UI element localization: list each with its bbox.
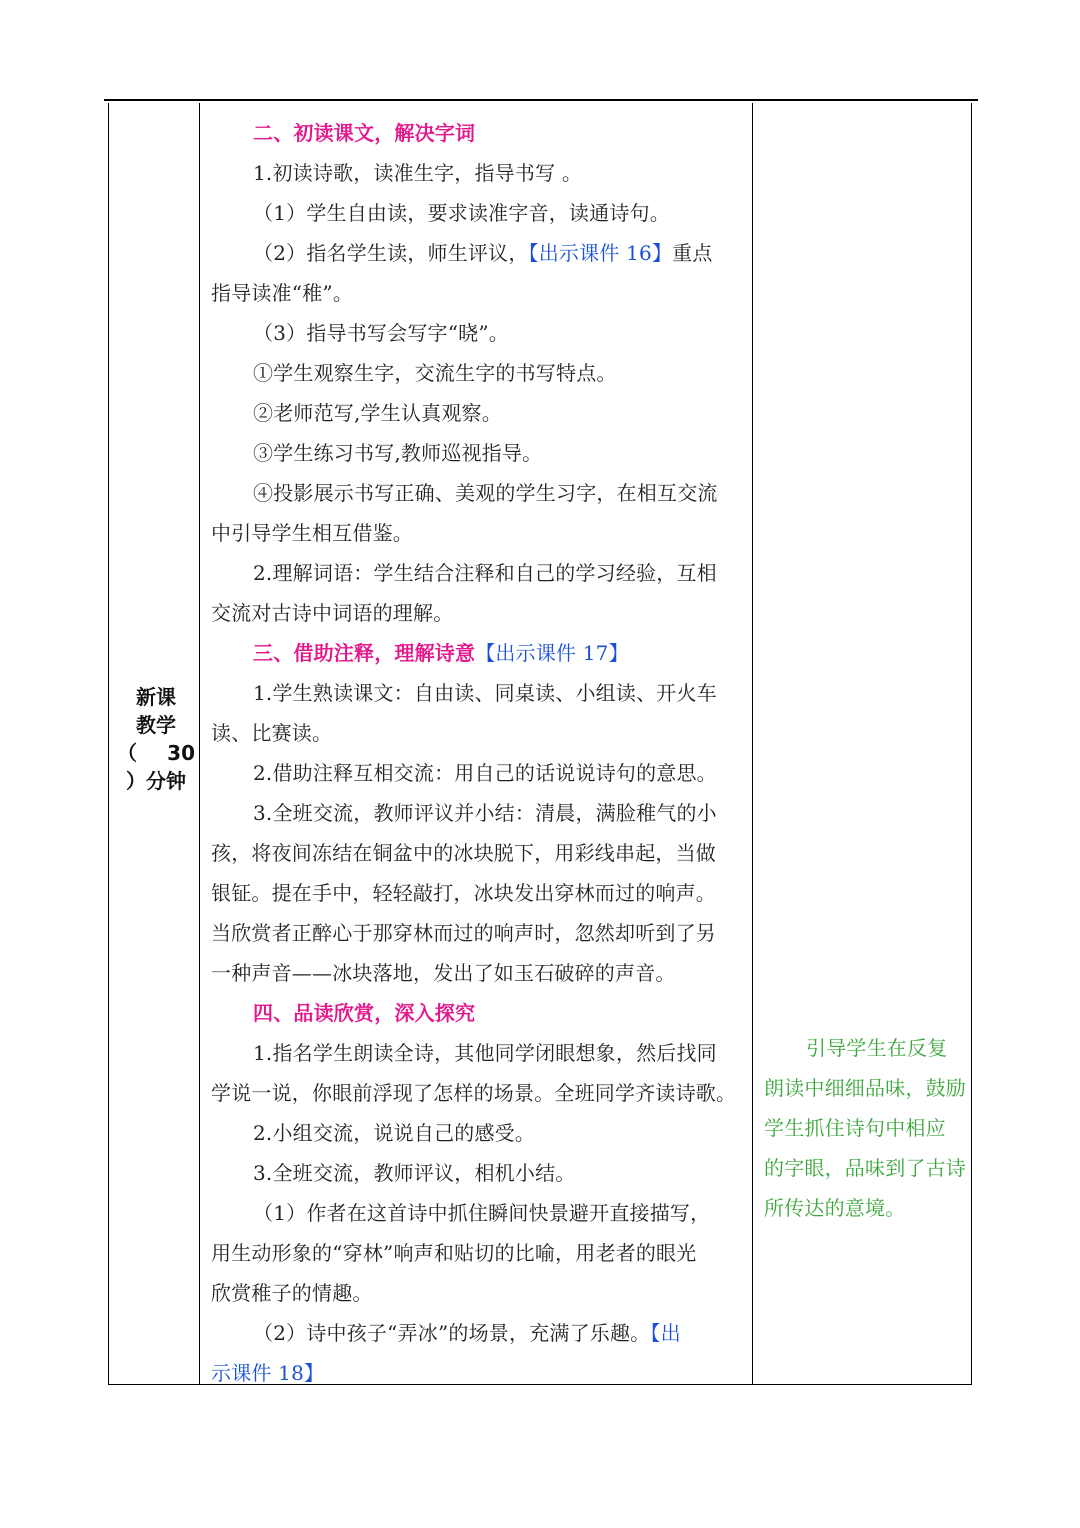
paragraph: 中引导学生相互借鉴。	[211, 521, 413, 545]
paragraph: 2.借助注释互相交流：用自己的话说说诗句的意思。	[253, 761, 717, 785]
paragraph: 一种声音——冰块落地，发出了如玉石破碎的声音。	[211, 961, 676, 985]
paragraph: 指导读准“稚”。	[211, 281, 354, 305]
section-label-line: 新课	[136, 685, 176, 709]
note-line: 所传达的意境。	[764, 1196, 906, 1220]
lesson-table	[108, 103, 972, 1385]
note-line: 的字眼，品味到了古诗	[764, 1156, 966, 1180]
paragraph: 孩，将夜间冻结在铜盆中的冰块脱下，用彩线串起，当做	[211, 841, 716, 865]
heading-step-3	[211, 633, 751, 673]
paragraph: 读、比赛读。	[211, 721, 333, 745]
heading-step-2: 二、初读课文，解决字词	[253, 121, 476, 145]
note-line: 学生抓住诗句中相应	[764, 1116, 946, 1140]
section-label-line: ）分钟	[126, 769, 186, 793]
paragraph: 欣赏稚子的情趣。	[211, 1281, 373, 1305]
paragraph: 1.指名学生朗读全诗，其他同学闭眼想象，然后找同	[253, 1041, 717, 1065]
text: （2）诗中孩子“弄冰”的场景，充满了乐趣。	[253, 1321, 651, 1345]
paragraph: 1.学生熟读课文：自由读、同桌读、小组读、开火车	[253, 681, 717, 705]
paragraph	[211, 233, 751, 273]
paragraph: 当欣赏者正醉心于那穿林而过的响声时，忽然却听到了另	[211, 921, 716, 945]
note-line: 朗读中细细品味，鼓励	[764, 1076, 966, 1100]
paragraph: （1）作者在这首诗中抓住瞬间快景避开直接描写，	[253, 1201, 711, 1225]
paragraph: ③学生练习书写,教师巡视指导。	[253, 441, 543, 465]
heading-step-4: 四、品读欣赏，深入探究	[253, 1001, 476, 1025]
notes-cell	[764, 1028, 974, 1228]
section-label-line: （ 30	[117, 741, 195, 765]
note-line: 引导学生在反复	[806, 1036, 948, 1060]
paragraph: 银钲。提在手中，轻轻敲打，冰块发出穿林而过的响声。	[211, 881, 716, 905]
courseware-ref: 【出	[650, 1321, 681, 1345]
content-cell	[211, 113, 751, 1393]
column-divider	[752, 103, 753, 1384]
paragraph: 交流对古诗中词语的理解。	[211, 601, 454, 625]
section-cell	[109, 103, 199, 1384]
paragraph: ④投影展示书写正确、美观的学生习字，在相互交流	[253, 481, 718, 505]
paragraph: 学说一说，你眼前浮现了怎样的场景。全班同学齐读诗歌。	[211, 1081, 737, 1105]
text: （2）指名学生读，师生评议，	[253, 241, 529, 265]
paragraph: （1）学生自由读，要求读准字音，读通诗句。	[253, 201, 670, 225]
section-label	[117, 683, 195, 795]
paragraph: 用生动形象的“穿林”响声和贴切的比喻，用老者的眼光	[211, 1241, 697, 1265]
paragraph: ②老师范写,学生认真观察。	[253, 401, 502, 425]
paragraph: 1.初读诗歌，读准生字，指导书写 。	[253, 161, 583, 185]
paragraph: 2.理解词语：学生结合注释和自己的学习经验，互相	[253, 561, 717, 585]
paragraph: 3.全班交流，教师评议，相机小结。	[253, 1161, 576, 1185]
text: 重点	[672, 241, 713, 265]
heading-text: 三、借助注释，理解诗意	[253, 641, 476, 665]
courseware-ref: 【出示课件 17】	[475, 641, 629, 665]
paragraph: 3.全班交流，教师评议并小结：清晨，满脸稚气的小	[253, 801, 717, 825]
paragraph: （3）指导书写会写字“晓”。	[253, 321, 509, 345]
column-divider	[199, 103, 200, 1384]
paragraph	[211, 1313, 751, 1353]
paragraph: 2.小组交流，说说自己的感受。	[253, 1121, 536, 1145]
section-label-line: 教学	[136, 713, 176, 737]
header-rule	[104, 99, 978, 101]
paragraph: ①学生观察生字，交流生字的书写特点。	[253, 361, 617, 385]
courseware-ref: 【出示课件 16】	[528, 241, 673, 265]
courseware-ref: 示课件 18】	[211, 1361, 325, 1385]
